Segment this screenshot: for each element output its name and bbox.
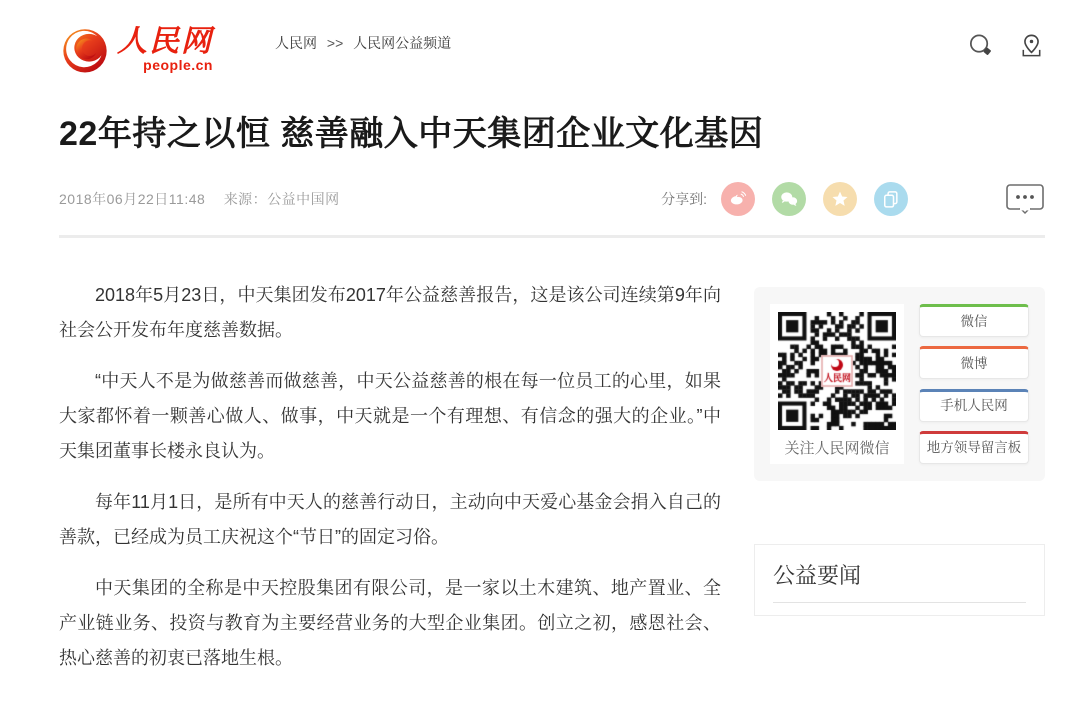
wechat-follow-box: [754, 287, 1045, 481]
share-wechat-button[interactable]: [772, 182, 806, 216]
breadcrumb-separator: >>: [326, 35, 344, 51]
share-label: 分享到:: [661, 191, 707, 207]
sidebar-button-weibo[interactable]: 微博: [919, 346, 1029, 379]
share-weibo-button[interactable]: [721, 182, 755, 216]
copy-icon: [881, 189, 901, 209]
sidebar-button-leader-board[interactable]: 地方领导留言板: [919, 431, 1029, 464]
breadcrumb: [275, 33, 451, 53]
breadcrumb-current[interactable]: 人民网公益频道: [353, 35, 452, 51]
qr-code: [778, 312, 896, 430]
breadcrumb-root[interactable]: 人民网: [275, 35, 317, 51]
publish-date: 2018年06月22日11:48: [59, 191, 206, 207]
source-label: 来源：: [223, 191, 268, 207]
article-paragraph: “中天人不是为做慈善而做慈善，中天公益慈善的根在每一位员工的心里，如果大家都怀着一颗善心做人、做事，中天就是一个有理想、有信念的强大的企业。”中天集团董事长楼永良认为。: [59, 371, 721, 461]
qr-caption: 关注人民网微信: [784, 439, 890, 457]
site-header: [59, 0, 1045, 80]
logo-cn-text: 人民网: [117, 25, 213, 58]
charity-news-title: 公益要闻: [773, 563, 862, 588]
content-row: [59, 278, 1045, 692]
sidebar-button-mobile-people[interactable]: 手机人民网: [919, 389, 1029, 422]
article-paragraph: 2018年5月23日，中天集团发布2017年公益慈善报告，这是该公司连续第9年向社会公开发布年度慈善数据。: [59, 285, 721, 340]
article-paragraph: 中天集团的全称是中天控股集团有限公司，是一家以土木建筑、地产置业、全产业链业务、投资与教育为主要经营业务的大型企业集团。创立之初，感恩社会、热心慈善的初衷已落地生根。: [59, 578, 721, 668]
article-body: [59, 278, 721, 692]
page-title: 22年持之以恒 慈善融入中天集团企业文化基因: [59, 115, 764, 153]
header-icons: [967, 32, 1045, 59]
share-copy-button[interactable]: [874, 182, 908, 216]
charity-news-box: [754, 544, 1045, 616]
charity-news-divider: [773, 602, 1026, 603]
meta-row: [59, 181, 1045, 217]
qr-card: [770, 304, 904, 464]
search-icon[interactable]: [967, 32, 994, 59]
share-qzone-button[interactable]: [823, 182, 857, 216]
comment-bubble-icon[interactable]: [1005, 183, 1045, 215]
weibo-icon: [728, 189, 748, 209]
qzone-star-icon: [830, 189, 850, 209]
site-logo[interactable]: [59, 24, 213, 76]
header-divider: [59, 235, 1045, 238]
sidebar-button-column: [919, 304, 1029, 464]
sidebar-button-wechat[interactable]: 微信: [919, 304, 1029, 337]
article-meta: [59, 189, 340, 209]
share-group: [661, 182, 1045, 216]
sidebar: [754, 278, 1045, 692]
source-name: 公益中国网: [267, 191, 340, 207]
people-cn-logo-swirl-icon: [59, 24, 111, 76]
article-paragraph: 每年11月1日，是所有中天人的慈善行动日，主动向中天爱心基金会捐入自己的善款，已经成为员工庆祝这个“节日”的固定习俗。: [59, 492, 721, 547]
logo-en-text: people.cn: [143, 57, 213, 73]
location-icon[interactable]: [1018, 32, 1045, 59]
wechat-icon: [779, 189, 799, 209]
logo-text: [117, 27, 213, 73]
